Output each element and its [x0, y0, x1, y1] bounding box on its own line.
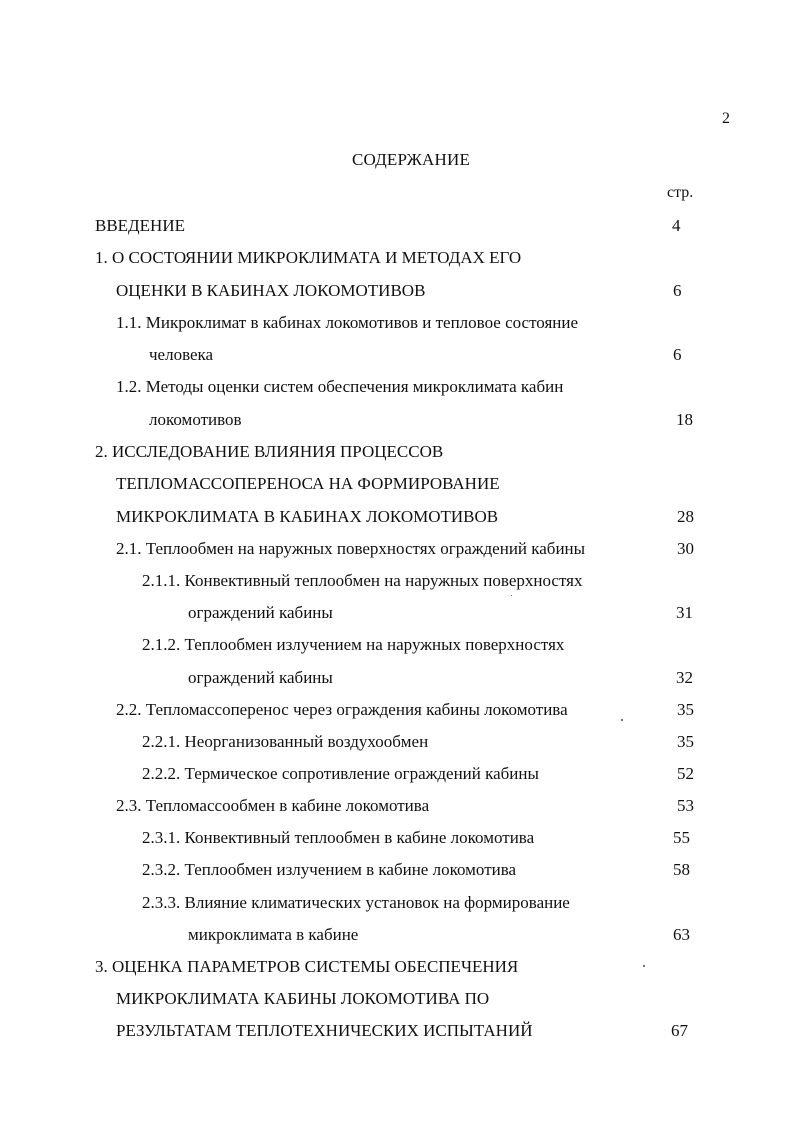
- toc-entry-page: 30: [677, 539, 694, 558]
- toc-entry-page: 52: [677, 764, 694, 783]
- toc-entry-line: 2.2.1. Неорганизованный воздухообмен: [142, 732, 429, 751]
- toc-entry-line: ограждений кабины: [188, 668, 333, 687]
- toc-entry-line: 2.1.2. Теплообмен излучением на наружных поверхностях: [142, 635, 565, 654]
- toc-entry-line: 2.1.1. Конвективный теплообмен на наружных поверхностях: [142, 571, 583, 590]
- toc-entry-page: 28: [677, 507, 694, 526]
- scan-speck: [643, 965, 645, 967]
- toc-entry-page: 6: [673, 281, 682, 300]
- toc-entry-line: 2.3.3. Влияние климатических установок на формирование: [142, 893, 570, 912]
- toc-entry-page: 58: [673, 860, 690, 879]
- toc-entry-page: 35: [677, 700, 694, 719]
- scan-speck: [511, 595, 512, 596]
- toc-entry-line: 3. ОЦЕНКА ПАРАМЕТРОВ СИСТЕМЫ ОБЕСПЕЧЕНИЯ: [95, 957, 519, 976]
- toc-entry-line: 1.1. Микроклимат в кабинах локомотивов и тепловое состояние: [116, 313, 579, 332]
- toc-entry-line: ВВЕДЕНИЕ: [95, 216, 185, 235]
- toc-entry-line: ограждений кабины: [188, 603, 333, 622]
- toc-entry-line: локомотивов: [149, 410, 242, 429]
- toc-entry-line: МИКРОКЛИМАТА В КАБИНАХ ЛОКОМОТИВОВ: [116, 507, 499, 526]
- toc-entry-page: 53: [677, 796, 694, 815]
- toc-entry-line: 2.2.2. Термическое сопротивление ограждений кабины: [142, 764, 539, 783]
- scan-speck: [621, 719, 623, 721]
- toc-entry-page: 35: [677, 732, 694, 751]
- toc-entry-line: ОЦЕНКИ В КАБИНАХ ЛОКОМОТИВОВ: [116, 281, 426, 300]
- page-title: СОДЕРЖАНИЕ: [351, 150, 471, 169]
- page-number: 2: [722, 110, 730, 127]
- toc-entry-page: 32: [676, 668, 693, 687]
- toc-entry-line: микроклимата в кабине: [188, 925, 359, 944]
- toc-entry-line: МИКРОКЛИМАТА КАБИНЫ ЛОКОМОТИВА ПО: [116, 989, 490, 1008]
- page-column-label: стр.: [667, 184, 694, 201]
- toc-entry-page: 67: [671, 1021, 688, 1040]
- toc-entry-line: 2.3.2. Теплообмен излучением в кабине локомотива: [142, 860, 517, 879]
- toc-entry-line: РЕЗУЛЬТАТАМ ТЕПЛОТЕХНИЧЕСКИХ ИСПЫТАНИЙ: [116, 1021, 533, 1040]
- toc-entry-line: 2.2. Тепломассоперенос через ограждения кабины локомотива: [116, 700, 568, 719]
- toc-entry-page: 18: [676, 410, 693, 429]
- toc-entry-line: 2.1. Теплообмен на наружных поверхностях ограждений кабины: [116, 539, 586, 558]
- toc-entry-line: человека: [149, 345, 214, 364]
- toc-entry-page: 55: [673, 828, 690, 847]
- toc-entry-page: 63: [673, 925, 690, 944]
- toc-entry-page: 6: [673, 345, 682, 364]
- toc-entry-line: 1.2. Методы оценки систем обеспечения микроклимата кабин: [116, 377, 564, 396]
- toc-entry-page: 4: [672, 216, 681, 235]
- toc-entry-line: 2. ИССЛЕДОВАНИЕ ВЛИЯНИЯ ПРОЦЕССОВ: [95, 442, 444, 461]
- toc-entry-line: 1. О СОСТОЯНИИ МИКРОКЛИМАТА И МЕТОДАХ ЕГО: [95, 248, 522, 267]
- toc-entry-line: 2.3.1. Конвективный теплообмен в кабине локомотива: [142, 828, 535, 847]
- toc-entry-line: 2.3. Тепломассообмен в кабине локомотива: [116, 796, 430, 815]
- toc-entry-line: ТЕПЛОМАССОПЕРЕНОСА НА ФОРМИРОВАНИЕ: [116, 474, 500, 493]
- toc-entry-page: 31: [676, 603, 693, 622]
